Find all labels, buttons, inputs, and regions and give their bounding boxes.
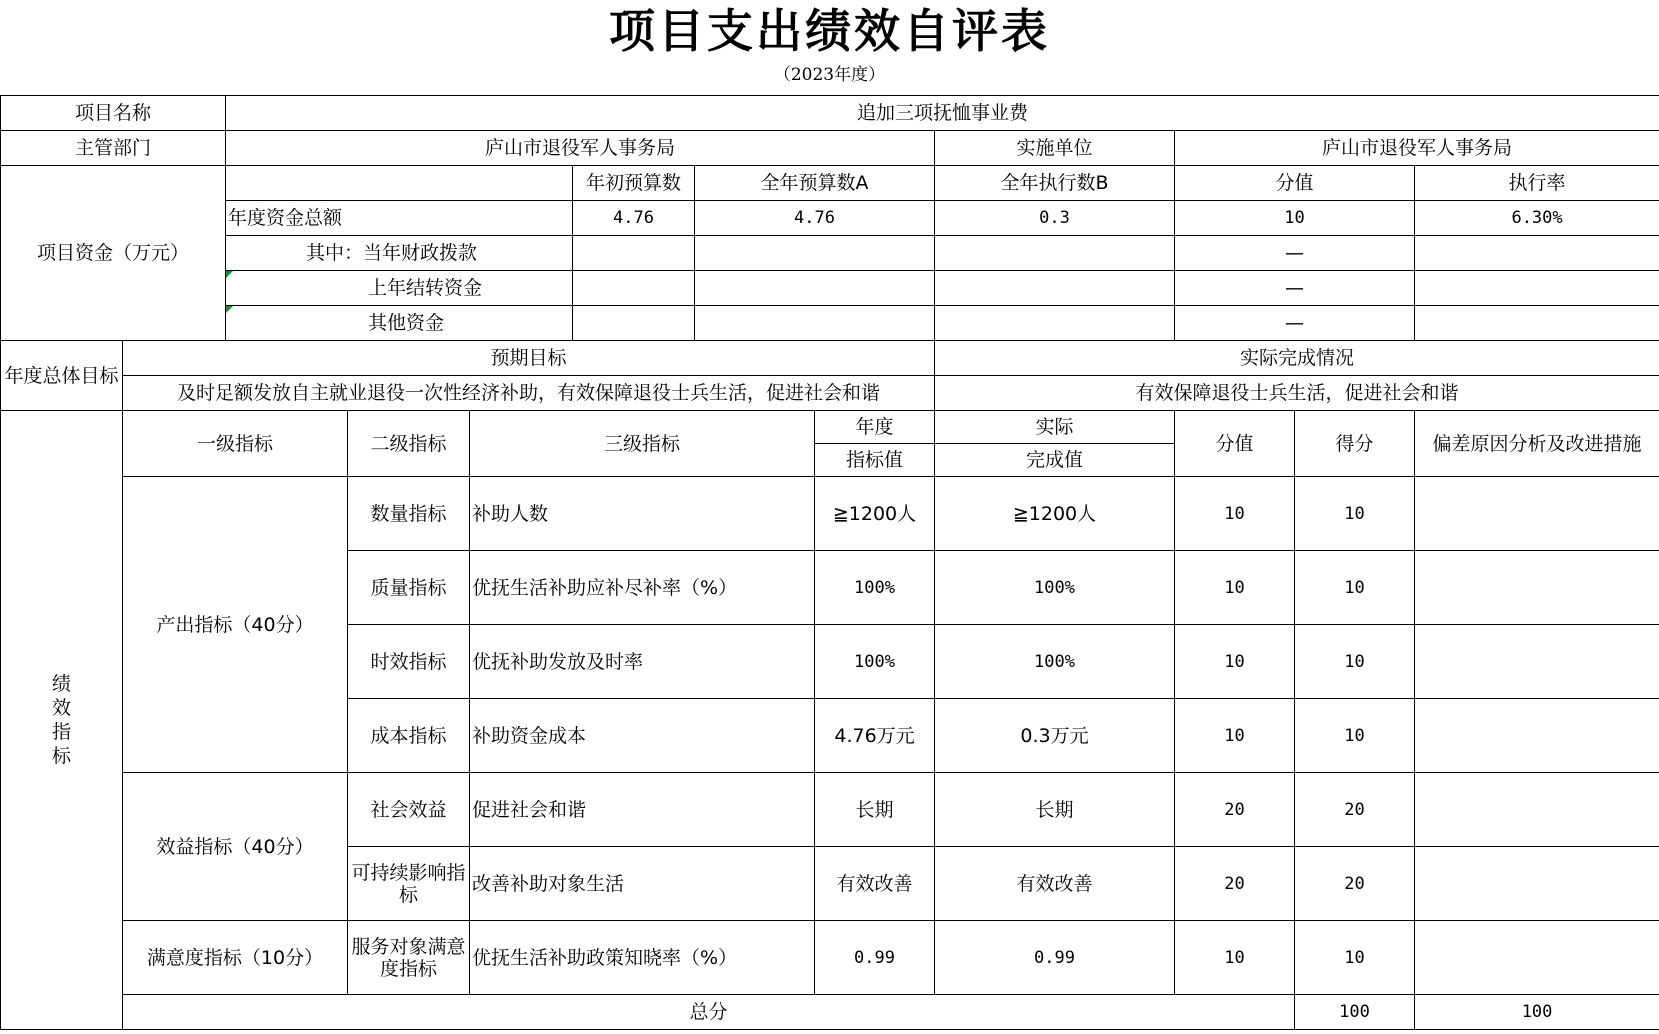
- deviation-cell: [1415, 551, 1659, 625]
- funds-header-annual: 全年预算数A: [695, 166, 935, 201]
- fund-row-initial: [573, 236, 695, 271]
- total-score: 100: [1415, 995, 1659, 1030]
- score-cell: 20: [1295, 773, 1415, 847]
- deviation-cell: [1415, 477, 1659, 551]
- level2-cell: 社会效益: [348, 773, 470, 847]
- target-cell: 长期: [815, 773, 935, 847]
- score-cell: 10: [1295, 625, 1415, 699]
- level2-cell: 数量指标: [348, 477, 470, 551]
- annual-target-header-bottom: 指标值: [815, 444, 935, 477]
- fund-row-label: 上年结转资金: [226, 271, 573, 306]
- annual-goal-header-row: [1, 341, 1659, 376]
- fund-row-exec: [935, 236, 1175, 271]
- score-cell: 20: [1295, 847, 1415, 921]
- score-value-cell: 20: [1175, 773, 1295, 847]
- actual-cell: ≧1200人: [935, 477, 1175, 551]
- fund-row-score-value: —: [1175, 271, 1415, 306]
- score-cell: 10: [1295, 921, 1415, 995]
- level3-cell: 改善补助对象生活: [470, 847, 815, 921]
- fund-row-score-value: —: [1175, 306, 1415, 341]
- fund-row-exec: [935, 306, 1175, 341]
- fund-row-rate: [1415, 271, 1659, 306]
- actual-cell: 长期: [935, 773, 1175, 847]
- deviation-cell: [1415, 921, 1659, 995]
- score-value-cell: 10: [1175, 625, 1295, 699]
- department-value: 庐山市退役军人事务局: [226, 131, 935, 166]
- fund-row-exec: [935, 271, 1175, 306]
- score-value-cell: 10: [1175, 699, 1295, 773]
- fund-row: [1, 271, 1659, 306]
- indicator-row: [1, 773, 1659, 847]
- indicator-header-row: [1, 411, 1659, 444]
- fund-row-score-value: 10: [1175, 201, 1415, 236]
- score-value-cell: 20: [1175, 847, 1295, 921]
- fund-row-label: 年度资金总额: [226, 201, 573, 236]
- fund-row-annual: 4.76: [695, 201, 935, 236]
- annual-target-header-top: 年度: [815, 411, 935, 444]
- fund-row-rate: [1415, 306, 1659, 341]
- deviation-cell: [1415, 625, 1659, 699]
- indicator-row: [1, 921, 1659, 995]
- funds-header-exec: 全年执行数B: [935, 166, 1175, 201]
- department-label: 主管部门: [1, 131, 226, 166]
- actual-status-label: 实际完成情况: [935, 341, 1659, 376]
- funds-header-rate: 执行率: [1415, 166, 1659, 201]
- total-label: 总分: [123, 995, 1295, 1030]
- expected-goal-text: 及时足额发放自主就业退役一次性经济补助，有效保障退役士兵生活，促进社会和谐: [123, 376, 935, 411]
- indicator-row: [1, 477, 1659, 551]
- expected-goal-label: 预期目标: [123, 341, 935, 376]
- score-cell: 10: [1295, 699, 1415, 773]
- fund-row-initial: [573, 271, 695, 306]
- page-title: 项目支出绩效自评表: [609, 4, 1050, 58]
- score-value-header: 分值: [1175, 411, 1295, 477]
- perf-indicator-label: [1, 411, 123, 1030]
- level1-cell: 产出指标（40分）: [123, 477, 348, 773]
- actual-header-top: 实际: [935, 411, 1175, 444]
- level3-cell: 优抚补助发放及时率: [470, 625, 815, 699]
- fund-row: [1, 306, 1659, 341]
- score-value-cell: 10: [1175, 551, 1295, 625]
- evaluation-table: [0, 95, 1659, 1030]
- level2-header: 二级指标: [348, 411, 470, 477]
- fund-row-annual: [695, 306, 935, 341]
- deviation-header: 偏差原因分析及改进措施: [1415, 411, 1659, 477]
- actual-cell: 0.99: [935, 921, 1175, 995]
- department-row: [1, 131, 1659, 166]
- target-cell: 4.76万元: [815, 699, 935, 773]
- total-score-value: 100: [1295, 995, 1415, 1030]
- funds-header-score-value: 分值: [1175, 166, 1415, 201]
- target-cell: 有效改善: [815, 847, 935, 921]
- target-cell: ≧1200人: [815, 477, 935, 551]
- actual-cell: 有效改善: [935, 847, 1175, 921]
- impl-unit-label: 实施单位: [935, 131, 1175, 166]
- level2-cell: 可持续影响指标: [348, 847, 470, 921]
- score-cell: 10: [1295, 551, 1415, 625]
- level2-cell: 成本指标: [348, 699, 470, 773]
- fund-row-label: 其中：当年财政拨款: [226, 236, 573, 271]
- deviation-cell: [1415, 847, 1659, 921]
- score-header: 得分: [1295, 411, 1415, 477]
- score-cell: 10: [1295, 477, 1415, 551]
- fund-row: [1, 236, 1659, 271]
- fund-row-annual: [695, 271, 935, 306]
- score-value-cell: 10: [1175, 477, 1295, 551]
- deviation-cell: [1415, 699, 1659, 773]
- level2-cell: 时效指标: [348, 625, 470, 699]
- fund-row: [1, 201, 1659, 236]
- score-value-cell: 10: [1175, 921, 1295, 995]
- level3-cell: 促进社会和谐: [470, 773, 815, 847]
- actual-header-bottom: 完成值: [935, 444, 1175, 477]
- funds-label: 项目资金（万元）: [1, 166, 226, 341]
- annual-goal-label: 年度总体目标: [1, 341, 123, 411]
- actual-cell: 100%: [935, 625, 1175, 699]
- funds-header-row: [1, 166, 1659, 201]
- level1-header: 一级指标: [123, 411, 348, 477]
- project-name-value: 追加三项抚恤事业费: [226, 96, 1659, 131]
- level2-cell: 服务对象满意度指标: [348, 921, 470, 995]
- deviation-cell: [1415, 773, 1659, 847]
- project-name-row: [1, 96, 1659, 131]
- perf-indicator-text: 绩效指标: [51, 673, 71, 767]
- fund-row-rate: 6.30%: [1415, 201, 1659, 236]
- target-cell: 100%: [815, 551, 935, 625]
- fund-row-annual: [695, 236, 935, 271]
- level3-cell: 补助资金成本: [470, 699, 815, 773]
- level1-cell: 满意度指标（10分）: [123, 921, 348, 995]
- level3-cell: 优抚生活补助应补尽补率（%）: [470, 551, 815, 625]
- total-row: [1, 995, 1659, 1030]
- funds-header-initial: 年初预算数: [573, 166, 695, 201]
- fund-row-exec: 0.3: [935, 201, 1175, 236]
- target-cell: 100%: [815, 625, 935, 699]
- fund-row-initial: [573, 306, 695, 341]
- fund-row-initial: 4.76: [573, 201, 695, 236]
- actual-cell: 100%: [935, 551, 1175, 625]
- level3-cell: 优抚生活补助政策知晓率（%）: [470, 921, 815, 995]
- fund-row-score-value: —: [1175, 236, 1415, 271]
- impl-unit-value: 庐山市退役军人事务局: [1175, 131, 1659, 166]
- fund-row-rate: [1415, 236, 1659, 271]
- actual-status-text: 有效保障退役士兵生活，促进社会和谐: [935, 376, 1659, 411]
- annual-goal-row: [1, 376, 1659, 411]
- funds-header-blank: [226, 166, 573, 201]
- project-name-label: 项目名称: [1, 96, 226, 131]
- fund-row-label: 其他资金: [226, 306, 573, 341]
- actual-cell: 0.3万元: [935, 699, 1175, 773]
- level3-cell: 补助人数: [470, 477, 815, 551]
- level2-cell: 质量指标: [348, 551, 470, 625]
- target-cell: 0.99: [815, 921, 935, 995]
- page-subtitle: （2023年度）: [773, 65, 886, 85]
- level1-cell: 效益指标（40分）: [123, 773, 348, 921]
- level3-header: 三级指标: [470, 411, 815, 477]
